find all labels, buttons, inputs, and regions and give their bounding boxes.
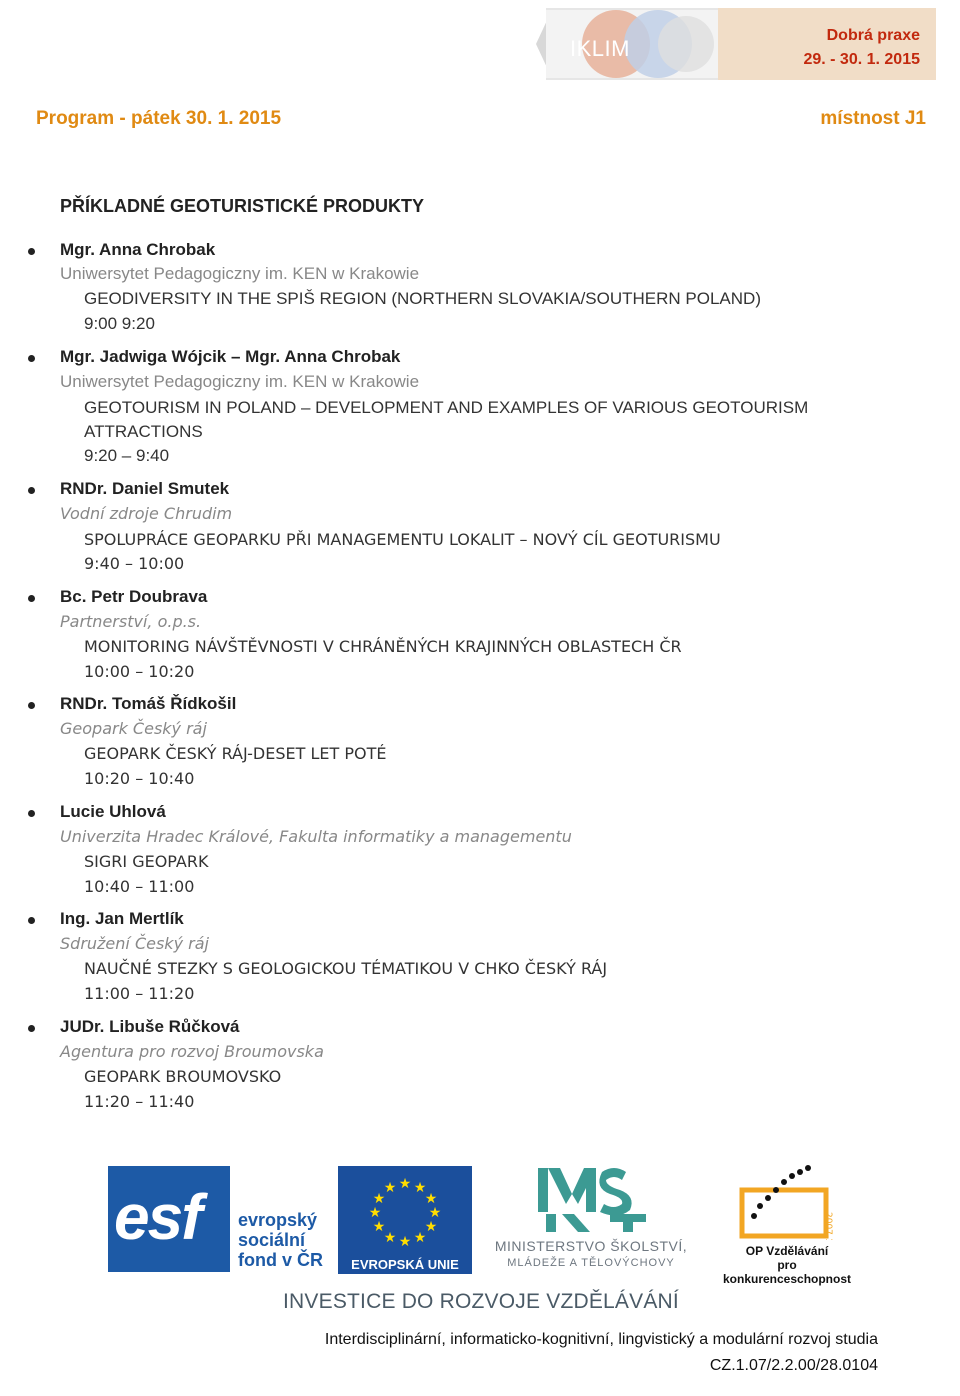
institution: Vodní zdroje Chrudim [60, 504, 233, 523]
msmt-logo [480, 1164, 702, 1274]
speaker-name: Mgr. Jadwiga Wójcik – Mgr. Anna Chrobak [60, 347, 401, 366]
institution: Univerzita Hradec Králové, Fakulta informatiky a managementu [60, 827, 572, 846]
speaker-name: Lucie Uhlová [60, 802, 166, 821]
bullet-icon [28, 595, 35, 602]
svg-text:★: ★ [383, 1230, 397, 1246]
room-label: místnost J1 [820, 108, 926, 129]
institution: Geopark Český ráj [60, 719, 207, 738]
svg-text:★: ★ [424, 1219, 438, 1235]
badge-line2: 29. - 30. 1. 2015 [803, 51, 920, 68]
talk-title: GEOPARK BROUMOVSKO [84, 1067, 282, 1086]
svg-text:★: ★ [372, 1191, 386, 1207]
footer-line1: Interdisciplinární, informaticko-kognitivní, lingvistický a modulární rozvoj studia [324, 1331, 878, 1348]
bullet-icon [28, 487, 35, 494]
bullet-icon [28, 702, 35, 709]
bullet-icon [28, 355, 35, 362]
esf-line3: fond v ČR [238, 1250, 323, 1270]
invest-banner: INVESTICE DO ROZVOJE VZDĚLÁVÁNÍ [283, 1290, 679, 1313]
badge-line1: Dobrá praxe [826, 27, 920, 44]
msmt-line2: MLÁDEŽE A TĚLOVÝCHOVY [507, 1257, 675, 1269]
speaker-name: Bc. Petr Doubrava [60, 587, 208, 606]
eu-label: EVROPSKÁ UNIE [338, 1256, 472, 1274]
header-banner [536, 8, 936, 80]
msmt-line1: MINISTERSTVO ŠKOLSTVÍ, [494, 1238, 688, 1254]
svg-text:★: ★ [413, 1230, 427, 1246]
svg-text:★: ★ [368, 1205, 382, 1221]
speaker-name: Mgr. Anna Chrobak [60, 240, 216, 259]
speaker-name: Ing. Jan Mertlík [60, 909, 184, 928]
talk-title: MONITORING NÁVŠTĚVNOSTI V CHRÁNĚNÝCH KRAJINNÝCH OBLASTECH ČR [84, 637, 682, 656]
talk-time: 11:20 – 11:40 [84, 1092, 195, 1111]
esf-mark: esf [114, 1181, 201, 1253]
talk-time: 9:20 – 9:40 [84, 446, 170, 465]
bullet-icon [28, 248, 35, 255]
talk-time: 9:00 9:20 [84, 314, 155, 333]
talk-time: 10:20 – 10:40 [84, 769, 195, 788]
talk-time: 10:40 – 11:00 [84, 877, 195, 896]
talk-title: SPOLUPRÁCE GEOPARKU PŘI MANAGEMENTU LOKALIT – NOVÝ CÍL GEOTURISMU [84, 530, 721, 549]
svg-text:★: ★ [372, 1219, 386, 1235]
speaker-name: RNDr. Tomáš Řídkošil [60, 694, 237, 713]
op-text [712, 1244, 862, 1286]
section-title: PŘÍKLADNÉ GEOTURISTICKÉ PRODUKTY [60, 196, 425, 216]
speaker-name: JUDr. Libuše Růčková [60, 1017, 240, 1036]
svg-text:★: ★ [398, 1234, 412, 1250]
esf-logo [108, 1166, 328, 1272]
footer-line2: CZ.1.07/2.2.00/28.0104 [709, 1357, 878, 1374]
talk-time: 9:40 – 10:00 [84, 554, 185, 573]
eu-logo [338, 1166, 472, 1274]
program-title: Program - pátek 30. 1. 2015 [36, 108, 282, 129]
eu-flag [338, 1166, 472, 1256]
institution: Partnerství, o.p.s. [60, 612, 202, 631]
msmt-mark [480, 1164, 702, 1236]
bullet-icon [28, 810, 35, 817]
talk-title: GEOTOURISM IN POLAND – DEVELOPMENT AND EXAMPLES OF VARIOUS GEOTOURISM ATTRACTIONS [84, 398, 809, 441]
institution: Sdružení Český ráj [60, 934, 209, 953]
talk-title: SIGRI GEOPARK [84, 852, 209, 871]
svg-text:★: ★ [383, 1180, 397, 1196]
svg-text:★: ★ [424, 1191, 438, 1207]
talk-title: NAUČNÉ STEZKY S GEOLOGICKOU TÉMATIKOU V CHKO ČESKÝ RÁJ [84, 959, 608, 978]
logo-text: IKLIM [570, 36, 630, 61]
esf-line2: sociální [238, 1230, 306, 1250]
op-logo [712, 1162, 862, 1286]
op-line2: pro konkurenceschopnost [722, 1258, 852, 1286]
event-badge [803, 24, 920, 72]
op-years: 2007-13 [823, 1212, 833, 1240]
institution: Uniwersytet Pedagogiczny im. KEN w Krakowie [60, 372, 420, 391]
talk-title: GEODIVERSITY IN THE SPIŠ REGION (NORTHERN SLOVAKIA/SOUTHERN POLAND) [84, 289, 761, 308]
talk-time: 11:00 – 11:20 [84, 984, 195, 1003]
svg-text:★: ★ [428, 1205, 442, 1221]
bullet-icon [28, 917, 35, 924]
svg-text:★: ★ [413, 1180, 427, 1196]
institution: Uniwersytet Pedagogiczny im. KEN w Krakowie [60, 264, 420, 283]
institution: Agentura pro rozvoj Broumovska [60, 1042, 324, 1061]
talk-time: 10:00 – 10:20 [84, 662, 195, 681]
footer [325, 1327, 878, 1379]
speaker-name: RNDr. Daniel Smutek [60, 479, 230, 498]
svg-text:★: ★ [398, 1176, 412, 1192]
esf-line1: evropský [238, 1210, 318, 1230]
bullet-icon [28, 1025, 35, 1032]
op-mark [712, 1162, 862, 1240]
esf-wordmark [238, 1210, 323, 1270]
op-line1: OP Vzdělávání [745, 1244, 829, 1258]
talk-title: GEOPARK ČESKÝ RÁJ-DESET LET POTÉ [84, 744, 387, 763]
